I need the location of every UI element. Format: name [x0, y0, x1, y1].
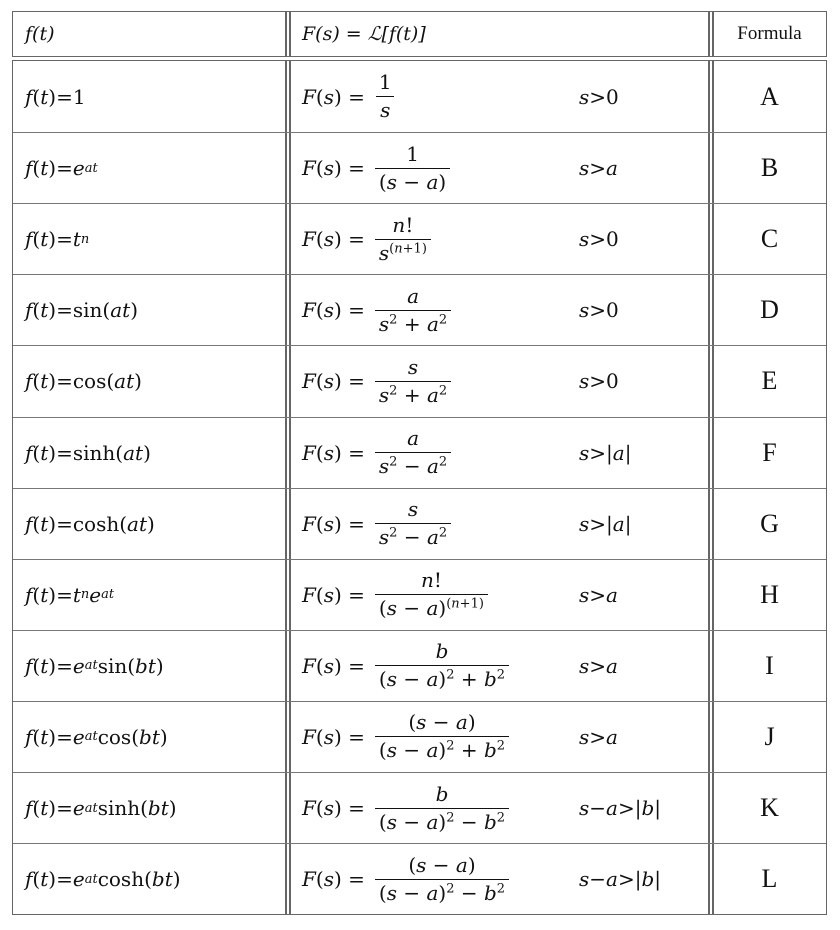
- transform-cell: F(s) = $\frac{1}{(s - a)}$: [302, 133, 450, 203]
- column-divider: [708, 12, 710, 56]
- fraction-numerator: n!: [392, 212, 414, 237]
- table-row: [13, 417, 826, 488]
- table-row: [13, 61, 826, 132]
- fraction-denominator: (s − a): [375, 168, 450, 194]
- header-col1-text: f(t): [25, 23, 55, 45]
- transform-cell: F(s) = $\frac{b}{(s - a)^2 - b^2}$: [302, 773, 509, 843]
- fraction-numerator: (s − a): [408, 852, 476, 877]
- condition-cell: s > a: [579, 724, 618, 749]
- condition-cell: s − a > | b |: [579, 867, 662, 892]
- fraction-numerator: s: [407, 354, 419, 379]
- function-cell: f ( t ) = e at sin ( b t ): [25, 653, 164, 678]
- function-cell: f ( t ) = cosh ( a t ): [25, 511, 155, 536]
- header-f-of-t: [13, 12, 286, 56]
- condition-cell: s > a: [579, 653, 618, 678]
- formula-label-cell: J: [764, 721, 775, 751]
- function-cell: f ( t ) = e at: [25, 156, 98, 181]
- function-cell: f ( t ) = t n: [25, 227, 90, 252]
- header-col2-text: F(s) = ℒ[f(t)]: [302, 23, 426, 45]
- fraction-denominator: $s^{(n+1)}$: [375, 239, 431, 265]
- fraction: [375, 143, 450, 194]
- fraction-numerator: b: [435, 639, 449, 664]
- formula-label-cell: F: [762, 437, 777, 467]
- table-header: [12, 11, 827, 57]
- formula-label-cell: A: [760, 81, 779, 111]
- fraction-denominator: $(s - a)^2 - b^2$: [375, 879, 509, 905]
- fraction-denominator: $s^2 - a^2$: [375, 452, 451, 478]
- table-row: [13, 345, 826, 416]
- fraction-numerator: a: [407, 426, 419, 451]
- function-cell: f ( t ) = 1: [25, 84, 86, 109]
- table-row: [13, 488, 826, 559]
- fraction: [375, 285, 451, 336]
- fraction-numerator: 1: [406, 141, 419, 166]
- formula-label-cell: L: [761, 864, 778, 894]
- formula-label-cell: C: [760, 224, 779, 254]
- fraction-numerator: (s − a): [408, 710, 476, 735]
- fraction-numerator: 1: [378, 70, 392, 95]
- fraction: [375, 711, 509, 762]
- function-cell: f ( t ) = cos ( a t ): [25, 369, 142, 394]
- fraction: [375, 71, 396, 122]
- transform-cell: F(s) = $\frac{n!}{(s - a)^{(n+1)}}$: [302, 560, 488, 630]
- header-col3-text: Formula: [737, 23, 802, 44]
- fraction-denominator: $(s - a)^2 - b^2$: [375, 808, 509, 834]
- table-row: [13, 203, 826, 274]
- transform-cell: F(s) = $\frac{a}{s^2 - a^2}$: [302, 418, 451, 488]
- table-row: [13, 559, 826, 630]
- fraction-numerator: s: [407, 497, 419, 522]
- fraction: [375, 783, 509, 834]
- column-divider: [285, 12, 287, 56]
- fraction-denominator: $s^2 + a^2$: [375, 310, 451, 336]
- fraction: [375, 640, 509, 691]
- table-row: [13, 630, 826, 701]
- fraction: [375, 569, 488, 620]
- fraction-numerator: a: [407, 283, 419, 308]
- condition-cell: s − a > | b |: [579, 796, 662, 821]
- formula-label-cell: K: [760, 793, 779, 823]
- fraction-denominator: s: [376, 96, 394, 122]
- function-cell: f ( t ) = sinh ( a t ): [25, 440, 151, 465]
- table-row: [13, 132, 826, 203]
- fraction-denominator: $(s - a)^{(n+1)}$: [375, 594, 488, 620]
- function-cell: f ( t ) = e at cos ( b t ): [25, 724, 168, 749]
- transform-cell: F(s) = $\frac{a}{s^2 + a^2}$: [302, 275, 451, 345]
- table-row: [13, 274, 826, 345]
- formula-label-cell: G: [760, 508, 779, 538]
- condition-cell: s > | a |: [579, 511, 632, 536]
- table-row: [13, 701, 826, 772]
- fraction: [375, 498, 451, 549]
- fraction: [375, 214, 431, 265]
- table-row: [13, 772, 826, 843]
- transform-cell: F(s) = $\frac{(s - a)}{(s - a)^2 - b^2}$: [302, 844, 509, 914]
- condition-cell: s > 0: [579, 84, 619, 109]
- table-row: [13, 843, 826, 914]
- laplace-transform-table: [12, 60, 827, 915]
- condition-cell: s > 0: [579, 369, 619, 394]
- transform-cell: F(s) = $\frac{s}{s^2 - a^2}$: [302, 489, 451, 559]
- formula-label-cell: B: [760, 153, 779, 183]
- header-laplace: [290, 12, 709, 56]
- function-cell: f ( t ) = e at cosh ( b t ): [25, 867, 181, 892]
- fraction: [375, 854, 509, 905]
- transform-cell: F(s) = $\frac{1}{s}$: [302, 61, 396, 132]
- formula-label-cell: D: [760, 295, 779, 325]
- function-cell: f ( t ) = sin ( a t ): [25, 298, 138, 323]
- transform-cell: F(s) = $\frac{s}{s^2 + a^2}$: [302, 346, 451, 416]
- formula-label-cell: H: [760, 579, 779, 609]
- fraction-denominator: $(s - a)^2 + b^2$: [375, 665, 509, 691]
- transform-cell: F(s) = $\frac{b}{(s - a)^2 + b^2}$: [302, 631, 509, 701]
- transform-cell: F(s) = $\frac{(s - a)}{(s - a)^2 + b^2}$: [302, 702, 509, 772]
- fraction: [375, 356, 451, 407]
- condition-cell: s > 0: [579, 227, 619, 252]
- header-formula: [713, 12, 826, 56]
- condition-cell: s > | a |: [579, 440, 632, 465]
- condition-cell: s > 0: [579, 298, 619, 323]
- condition-cell: s > a: [579, 156, 618, 181]
- fraction: [375, 427, 451, 478]
- fraction-numerator: b: [435, 781, 449, 806]
- function-cell: f ( t ) = e at sinh ( b t ): [25, 796, 177, 821]
- fraction-denominator: $s^2 - a^2$: [375, 523, 451, 549]
- fraction-denominator: $s^2 + a^2$: [375, 381, 451, 407]
- fraction-numerator: n!: [420, 568, 442, 593]
- transform-cell: F(s) = $\frac{n!}{s^{(n+1)}}$: [302, 204, 431, 274]
- formula-label-cell: I: [765, 650, 774, 680]
- formula-label-cell: E: [761, 366, 778, 396]
- fraction-denominator: $(s - a)^2 + b^2$: [375, 736, 509, 762]
- condition-cell: s > a: [579, 582, 618, 607]
- function-cell: f ( t ) = t n e at: [25, 582, 115, 607]
